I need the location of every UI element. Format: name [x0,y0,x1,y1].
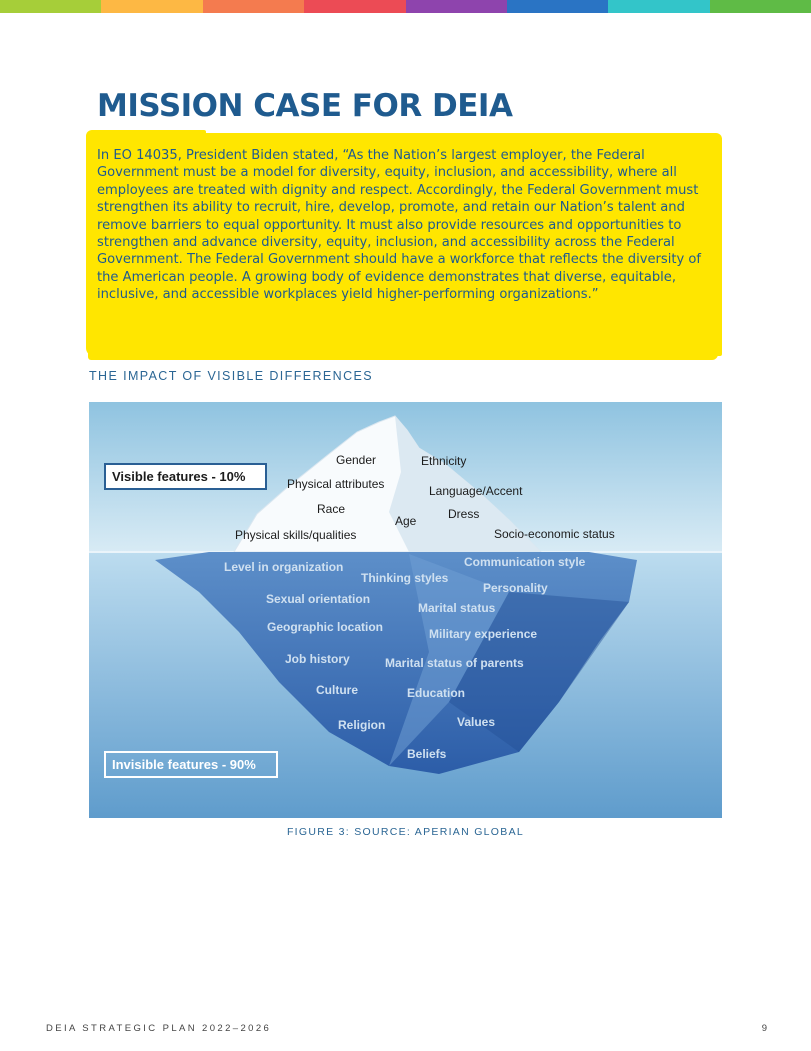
color-bar-segment-7 [608,0,709,13]
label-beliefs: Beliefs [407,747,447,761]
label-education: Education [407,686,466,700]
footer-page-number: 9 [761,1023,767,1034]
label-ethnicity: Ethnicity [421,454,467,468]
label-level-in-organization: Level in organization [224,560,344,574]
color-bar-segment-5 [406,0,507,13]
iceberg-figure [89,402,722,818]
highlight-bottom-edge [88,338,718,360]
visible-features-label: Visible features - 10% [112,469,246,484]
invisible-features-label: Invisible features - 90% [112,757,256,772]
label-physical-attributes: Physical attributes [287,477,385,491]
label-job-history: Job history [285,652,350,666]
label-personality: Personality [483,581,548,595]
label-military-experience: Military experience [429,627,538,641]
color-bar-segment-1 [0,0,101,13]
color-bar-segment-4 [304,0,405,13]
label-communication-style: Communication style [464,555,586,569]
label-culture: Culture [316,683,358,697]
footer-document-title: DEIA STRATEGIC PLAN 2022–2026 [46,1023,272,1034]
label-religion: Religion [338,718,386,732]
color-bar-segment-3 [203,0,304,13]
label-sexual-orientation: Sexual orientation [266,592,371,606]
label-race: Race [317,502,346,516]
quote-text: In EO 14035, President Biden stated, “As the Nation’s largest employer, the Federal Government must be a model for diversity, equity, inclusion, and accessibility, where all employees are treated with dignity and respect. Accordingly, the Federal Government must strengthen its ability to recruit, hire, develop, promote, and retain our Nation’s talent and remove barriers to equal opportunity. It must also provide resources and opportunities to strengthen and advance diversity, equity, inclusion, and accessibility across the Federal Government. The Federal Government should have a workforce that reflects the diversity of the American people. A growing body of evidence demonstrates that diverse, equitable, inclusive, and accessible workplaces yield higher-performing organizations.” [97,148,702,303]
label-thinking-styles: Thinking styles [361,571,449,585]
figure-heading: THE IMPACT OF VISIBLE DIFFERENCES [89,369,373,383]
label-dress: Dress [448,507,480,521]
label-physical-skills: Physical skills/qualities [235,528,357,542]
label-socio-economic: Socio-economic status [494,527,615,541]
color-bar-segment-8 [710,0,811,13]
label-marital-status-parents: Marital status of parents [385,656,524,670]
label-language-accent: Language/Accent [429,484,523,498]
label-geographic-location: Geographic location [267,620,384,634]
figure-caption: FIGURE 3: SOURCE: APERIAN GLOBAL [286,826,525,838]
label-age: Age [395,514,417,528]
page-title: MISSION CASE FOR DEIA [97,88,513,124]
label-values: Values [457,715,496,729]
color-bar-segment-2 [101,0,202,13]
label-marital-status: Marital status [418,601,496,615]
color-bar-segment-6 [507,0,608,13]
label-gender: Gender [336,453,377,467]
color-bar [0,0,811,13]
